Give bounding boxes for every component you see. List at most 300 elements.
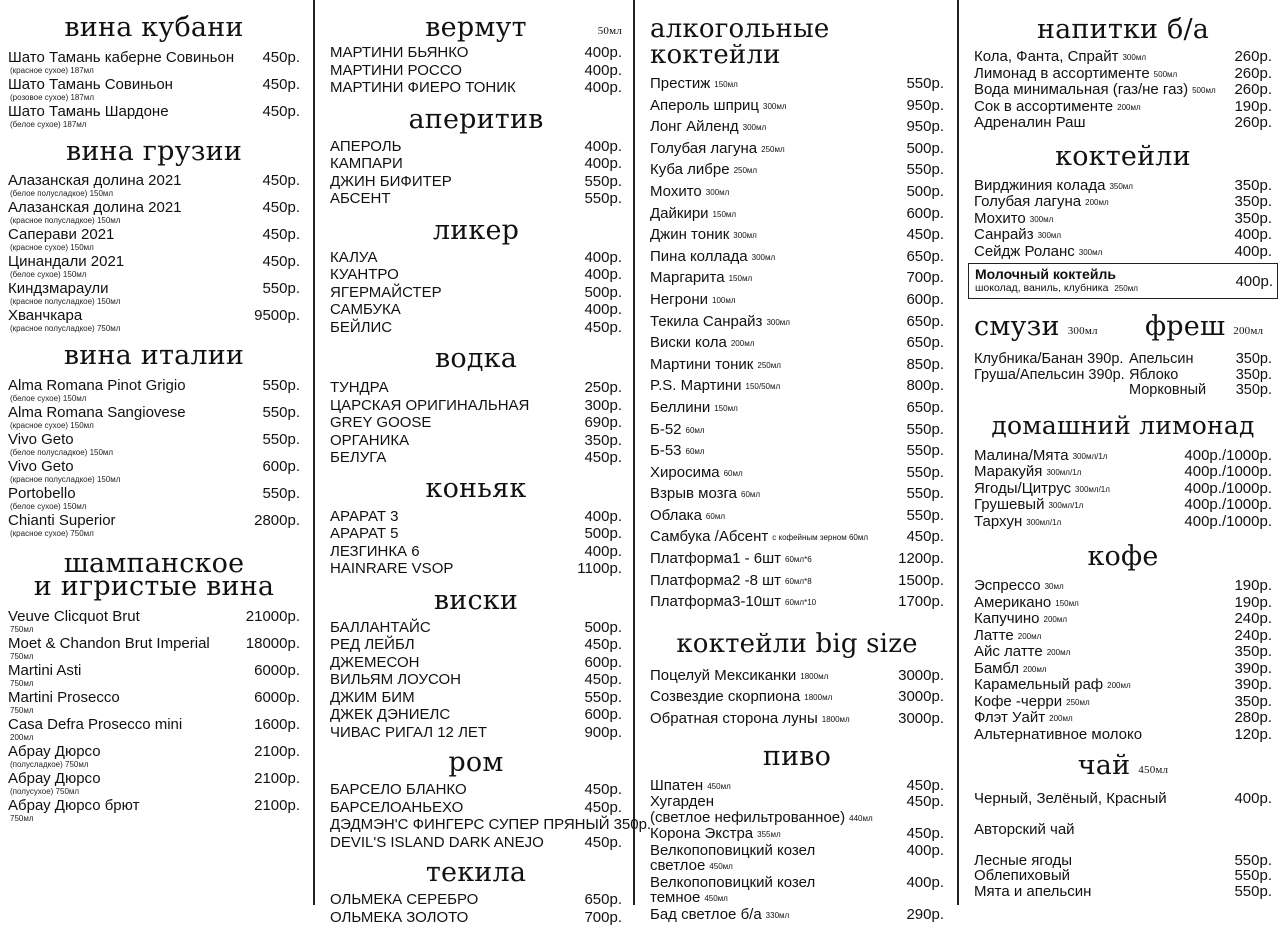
menu-item-name-text: ЛЕЗГИНКА 6	[330, 543, 420, 560]
menu-item-name-text: Vivo Geto	[8, 431, 74, 448]
menu-item	[650, 398, 944, 420]
menu-item	[330, 414, 622, 432]
menu-item	[974, 710, 1272, 727]
menu-item-volume: 100мл	[712, 296, 736, 305]
menu-item-name-text: Велкопоповицкий козел	[650, 874, 815, 891]
menu-item	[974, 244, 1272, 261]
menu-item-note: 750мл	[8, 706, 300, 715]
menu-item	[8, 199, 300, 216]
menu-item	[1129, 383, 1272, 399]
menu-item-name	[8, 512, 116, 529]
menu-item-price: 450р.	[262, 103, 300, 120]
menu-item	[650, 312, 944, 334]
menu-item-volume: 1800мл	[800, 672, 828, 681]
menu-item	[974, 178, 1272, 195]
author-tea-list	[974, 853, 1272, 900]
section-title-coffee: кофе	[974, 543, 1272, 570]
menu-item-name	[650, 592, 816, 614]
menu-item-price: 550р.	[262, 377, 300, 394]
menu-item-name-text: Грушевый	[974, 496, 1044, 513]
menu-item-name	[974, 595, 1079, 612]
menu-item-price: 650р.	[906, 398, 944, 419]
menu-item-volume: 150мл	[714, 80, 738, 89]
menu-item-price: 1100р.	[577, 560, 622, 578]
menu-item	[1129, 352, 1272, 368]
menu-item	[974, 66, 1272, 83]
menu-item-name	[974, 352, 1083, 368]
menu-item-name-text: ЯГЕРМАЙСТЕР	[330, 284, 442, 301]
menu-item-price: 550р.	[584, 190, 622, 208]
menu-item-name-text: Взрыв мозга	[650, 485, 737, 502]
menu-item-price: 450р.	[262, 199, 300, 216]
menu-item-name-text: АРАРАТ 3	[330, 508, 399, 525]
menu-item-name-text: Черный, Зелёный, Красный	[974, 790, 1167, 807]
menu-item	[8, 458, 300, 475]
menu-item-price: 600р.	[262, 458, 300, 475]
menu-item-name-text: Карамельный раф	[974, 676, 1103, 693]
menu-item-volume: 60мл	[686, 426, 705, 435]
menu-item-name	[650, 312, 790, 334]
menu-item-name	[330, 706, 450, 724]
menu-item	[330, 62, 622, 80]
section-title-lemonade: домашний лимонад	[974, 413, 1272, 438]
vermouth-list	[330, 44, 622, 97]
menu-item-volume: 450мл	[707, 782, 731, 791]
menu-item-name-text: Цинандали 2021	[8, 253, 124, 270]
menu-item	[8, 103, 300, 120]
menu-item-price: 550р.	[262, 280, 300, 297]
menu-item-volume: 300мл	[1030, 215, 1054, 224]
section-title-whisky: виски	[330, 587, 622, 614]
menu-item-name	[1129, 383, 1206, 399]
menu-item-price: 550р.	[906, 463, 944, 484]
menu-item	[8, 404, 300, 421]
menu-item	[330, 449, 622, 467]
menu-item-name-text: Айс латте	[974, 643, 1043, 660]
menu-item-price: 250р.	[584, 379, 622, 397]
menu-item-price: 1500р.	[898, 571, 944, 592]
section-title-vodka: водка	[330, 345, 622, 372]
menu-item	[8, 377, 300, 394]
kuban-wine-list	[8, 49, 300, 129]
menu-item-name	[974, 448, 1107, 465]
menu-item-price: 350р.	[1234, 178, 1272, 194]
menu-item-name	[330, 266, 399, 284]
menu-item-price: 450р.	[262, 226, 300, 243]
menu-item-name	[974, 66, 1177, 83]
menu-item-price: 350р.	[1234, 211, 1272, 227]
menu-item-name-text: Платформа1 - 6шт	[650, 550, 781, 567]
section-title-fresh	[1129, 313, 1272, 340]
menu-item	[8, 608, 300, 625]
menu-item-price: 600р.	[584, 654, 622, 672]
menu-item-name	[650, 506, 725, 528]
menu-item	[974, 448, 1272, 465]
menu-item-price: 390р.	[1234, 677, 1272, 693]
menu-item-name-text: Мята и апельсин	[974, 883, 1091, 900]
menu-item-price: 390р.	[1088, 368, 1124, 384]
menu-item-name	[8, 797, 139, 814]
menu-item	[650, 858, 944, 875]
menu-item-name	[974, 791, 1167, 807]
menu-item-price: 2100р.	[254, 797, 300, 814]
menu-item-name	[650, 875, 815, 891]
menu-item	[650, 709, 944, 731]
menu-item-price: 190р.	[1234, 578, 1272, 594]
menu-item-price: 9500р.	[254, 307, 300, 324]
menu-item-name-text: Бамбл	[974, 660, 1019, 677]
menu-item-name-text: Veuve Clicquot Brut	[8, 608, 140, 625]
menu-item-price: 400р.	[584, 44, 622, 62]
menu-item-name-text: МАРТИНИ ФИЕРО ТОНИК	[330, 79, 516, 96]
menu-item-note: (полусладкое) 750мл	[8, 760, 300, 769]
menu-item-name	[330, 44, 468, 62]
section-title-beer: пиво	[650, 743, 944, 770]
menu-item-name-text: Негрони	[650, 291, 708, 308]
menu-item-volume: 355мл	[757, 830, 781, 839]
menu-item-price: 450р.	[262, 49, 300, 66]
menu-item-name	[330, 379, 389, 397]
menu-column-2	[314, 0, 634, 905]
menu-item-price: 800р.	[906, 376, 944, 397]
menu-item-name-text: (светлое нефильтрованное)	[650, 809, 845, 826]
menu-item-name	[330, 508, 399, 526]
menu-item	[650, 376, 944, 398]
menu-item	[974, 497, 1272, 514]
menu-item	[650, 333, 944, 355]
menu-item-note: (полусухое) 750мл	[8, 787, 300, 796]
menu-item	[974, 464, 1272, 481]
menu-item-name	[330, 636, 415, 654]
menu-item	[650, 826, 944, 843]
menu-item-price: 450р.	[584, 781, 622, 799]
menu-item	[330, 190, 622, 208]
menu-item-volume: 300мл	[1122, 53, 1146, 62]
menu-item-name	[974, 710, 1073, 727]
menu-item-price: 650р.	[906, 247, 944, 268]
menu-item-volume: 300мл	[763, 102, 787, 111]
menu-item-price: 450р.	[906, 794, 944, 810]
menu-item-volume: 300мл	[1038, 231, 1062, 240]
menu-item-name-text: Апероль шприц	[650, 97, 759, 114]
menu-item-price: 450р.	[906, 778, 944, 794]
menu-item-note: (красное полусладкое) 150мл	[8, 216, 300, 225]
menu-item-name-text: Флэт Уайт	[974, 709, 1045, 726]
menu-item-price: 400р./1000р.	[1184, 464, 1272, 480]
menu-item-name-text: Мартини тоник	[650, 356, 753, 373]
menu-item-volume: 150мл	[729, 274, 753, 283]
menu-item-price: 1600р.	[254, 716, 300, 733]
menu-item-name-text: Alma Romana Pinot Grigio	[8, 377, 186, 394]
menu-item-volume: 440мл	[849, 814, 873, 823]
menu-item-price: 400р.	[906, 843, 944, 859]
menu-item-price: 260р.	[1234, 49, 1272, 65]
aperitif-list	[330, 138, 622, 208]
menu-item-name-text: Кофе -черри	[974, 693, 1062, 710]
fresh-title: фреш	[1145, 313, 1225, 340]
menu-item-price: 260р.	[1234, 66, 1272, 82]
menu-item-price: 400р.	[584, 79, 622, 97]
menu-item-name	[974, 884, 1091, 900]
menu-item-name	[330, 816, 610, 834]
menu-item-name-text: Хиросима	[650, 464, 720, 481]
menu-item-name	[330, 319, 392, 337]
menu-item	[974, 595, 1272, 612]
menu-item-price: 350р.	[1234, 644, 1272, 660]
milkshake-volume: 250мл	[1114, 284, 1138, 293]
menu-item-name	[650, 333, 754, 355]
menu-item	[974, 82, 1272, 99]
menu-item	[330, 636, 622, 654]
menu-item	[330, 173, 622, 191]
menu-item-price: 950р.	[906, 117, 944, 138]
menu-item-volume: 200мл	[1107, 681, 1131, 690]
menu-item	[8, 797, 300, 814]
menu-item-price: 400р./1000р.	[1184, 497, 1272, 513]
menu-item	[974, 514, 1272, 531]
menu-item-volume: 500мл	[1192, 86, 1216, 95]
menu-item	[974, 884, 1272, 900]
menu-item-name	[974, 244, 1102, 261]
menu-column-1	[0, 0, 314, 905]
menu-item	[650, 463, 944, 485]
menu-item-price: 6000р.	[254, 662, 300, 679]
menu-item	[330, 301, 622, 319]
menu-item-name	[974, 727, 1142, 743]
fresh-list	[1129, 352, 1272, 399]
menu-item-name-text: Беллини	[650, 399, 710, 416]
menu-item-name	[650, 182, 729, 204]
menu-item-name-text: Абрау Дюрсо брют	[8, 797, 139, 814]
menu-item-name-text: Американо	[974, 594, 1051, 611]
menu-item-price: 450р.	[584, 636, 622, 654]
menu-item	[974, 227, 1272, 244]
milkshake-item	[975, 266, 1273, 295]
menu-item-name	[650, 794, 714, 810]
menu-item	[650, 290, 944, 312]
menu-item-name	[974, 661, 1047, 678]
menu-item	[330, 138, 622, 156]
milkshake-flavors: шоколад, ваниль, клубника	[975, 282, 1108, 294]
menu-item-volume: 350мл	[1109, 182, 1133, 191]
menu-item-name	[974, 464, 1081, 481]
menu-item-name-text: Альтернативное молоко	[974, 726, 1142, 743]
menu-item-name	[1129, 352, 1193, 368]
menu-item	[650, 225, 944, 247]
menu-item	[330, 560, 622, 578]
menu-item-name	[974, 194, 1109, 211]
menu-item	[330, 543, 622, 561]
bigsize-list	[650, 666, 944, 731]
menu-item-name	[330, 799, 463, 817]
menu-item-name	[8, 404, 186, 421]
menu-item	[650, 441, 944, 463]
italy-wine-list	[8, 377, 300, 538]
menu-item-price: 450р.	[584, 449, 622, 467]
menu-item-volume: 1800мл	[822, 715, 850, 724]
menu-item-note: (красное сухое) 187мл	[8, 66, 300, 75]
menu-item-name	[8, 226, 114, 243]
menu-item	[650, 160, 944, 182]
menu-item-note: 750мл	[8, 814, 300, 823]
menu-item-name-text: Мохито	[650, 183, 702, 200]
menu-item-name	[8, 485, 76, 502]
menu-item-price: 400р.	[584, 543, 622, 561]
menu-item-name	[330, 155, 403, 173]
menu-item-name	[8, 635, 210, 652]
menu-item	[8, 512, 300, 529]
menu-item-price: 550р.	[262, 431, 300, 448]
menu-item-price: 350р.	[1236, 368, 1272, 384]
menu-item	[974, 211, 1272, 228]
menu-item-price: 600р.	[906, 290, 944, 311]
menu-item-name-text: АБСЕНТ	[330, 190, 391, 207]
menu-item-volume: 450мл	[704, 894, 728, 903]
menu-item	[650, 355, 944, 377]
menu-item-name	[650, 549, 812, 571]
menu-item-price: 18000р.	[246, 635, 300, 652]
menu-item-name-text: Casa Defra Prosecco mini	[8, 716, 182, 733]
menu-item-name	[974, 178, 1133, 195]
menu-item-name-text: Латте	[974, 627, 1014, 644]
menu-item-name	[974, 115, 1086, 131]
menu-item-name-text: ДЖИН БИФИТЕР	[330, 173, 452, 190]
menu-item-price: 3000р.	[898, 709, 944, 730]
menu-item-volume: 200мл	[1023, 665, 1047, 674]
menu-item-volume: 150мл	[713, 210, 737, 219]
menu-item-price: 450р.	[584, 671, 622, 689]
menu-item	[974, 727, 1272, 743]
menu-item-name-text: Алазанская долина 2021	[8, 172, 182, 189]
sparkling-title-line1: шампанское	[64, 552, 245, 575]
menu-item-name-text: САМБУКА	[330, 301, 401, 318]
menu-item	[974, 694, 1272, 711]
menu-item-name-text: Велкопоповицкий козел	[650, 842, 815, 859]
menu-item-name-text: Martini Prosecco	[8, 689, 120, 706]
menu-item	[8, 635, 300, 652]
menu-item-name	[330, 724, 487, 742]
menu-item-volume: 300мл	[752, 253, 776, 262]
menu-item-price: 450р.	[262, 253, 300, 270]
section-title-cocktails: алкогольные коктейли	[650, 16, 944, 68]
menu-item-name-text: Груша/Апельсин	[974, 367, 1084, 383]
menu-item-name-text: Капучино	[974, 610, 1040, 627]
menu-item-volume: 60мл	[706, 512, 725, 521]
menu-item-price: 550р.	[1234, 868, 1272, 884]
whisky-list	[330, 619, 622, 742]
menu-item-name-text: Облепиховый	[974, 867, 1070, 884]
menu-item-name-text: Абрау Дюрсо	[8, 770, 101, 787]
menu-item-volume: 250мл	[761, 145, 785, 154]
menu-item-price: 650р.	[906, 312, 944, 333]
menu-item-name	[8, 716, 182, 733]
menu-item-name	[974, 853, 1072, 869]
menu-item-name-text: Лимонад в ассортименте	[974, 65, 1150, 82]
menu-item-name-text: Маргарита	[650, 269, 725, 286]
menu-item-price: 120р.	[1234, 727, 1272, 743]
lemonade-list	[974, 448, 1272, 531]
menu-item-name-text: Санрайз	[974, 226, 1034, 243]
menu-item-name	[650, 74, 738, 96]
menu-item	[974, 481, 1272, 498]
menu-item	[8, 226, 300, 243]
menu-item	[8, 49, 300, 66]
menu-item-volume: 60мл*8	[785, 577, 812, 586]
menu-item-name	[650, 858, 733, 875]
menu-item-name	[8, 662, 81, 679]
menu-item-name-text: Малина/Мята	[974, 447, 1069, 464]
menu-item-name-text: темное	[650, 889, 700, 906]
menu-item-volume: 300мл	[733, 231, 757, 240]
menu-item-name	[974, 497, 1083, 514]
menu-item	[8, 716, 300, 733]
menu-item-price: 450р.	[584, 319, 622, 337]
smoothie-title: смузи	[974, 313, 1060, 340]
menu-item	[330, 909, 622, 926]
menu-item-name-text: Престиж	[650, 75, 710, 92]
menu-item	[974, 611, 1272, 628]
menu-item-price: 550р.	[906, 506, 944, 527]
menu-item-price: 550р.	[906, 160, 944, 181]
menu-item	[974, 628, 1272, 645]
menu-item-note: 200мл	[8, 733, 300, 742]
menu-item-name	[330, 619, 431, 637]
menu-item-name-text: Alma Romana Sangiovese	[8, 404, 186, 421]
menu-item-volume: 200мл	[1085, 198, 1109, 207]
menu-item-note: (белое сухое) 150мл	[8, 394, 300, 403]
menu-item	[650, 794, 944, 810]
menu-item	[650, 571, 944, 593]
menu-item-name-text: Текила Санрайз	[650, 313, 762, 330]
menu-item-name	[330, 62, 462, 80]
menu-item	[8, 280, 300, 297]
menu-item-name-text: АРАРАТ 5	[330, 525, 399, 542]
menu-item-name	[974, 578, 1064, 595]
menu-item-price: 400р.	[906, 875, 944, 891]
menu-item-name	[330, 781, 467, 799]
menu-item	[650, 139, 944, 161]
menu-item-price: 550р.	[1234, 884, 1272, 900]
menu-item-price: 950р.	[906, 96, 944, 117]
menu-item-name-text: БЕЛУГА	[330, 449, 386, 466]
menu-item	[974, 578, 1272, 595]
menu-item-price: 550р.	[262, 485, 300, 502]
menu-item-volume: 200мл	[1047, 648, 1071, 657]
menu-item-name	[650, 117, 766, 139]
menu-item-price: 500р.	[906, 182, 944, 203]
menu-item-note: (белое полусладкое) 150мл	[8, 189, 300, 198]
menu-item-name-text: ДЭДМЭН'С ФИНГЕРС СУПЕР ПРЯНЫЙ	[330, 816, 610, 833]
menu-item-price: 390р.	[1087, 352, 1123, 368]
menu-item-price: 500р.	[584, 525, 622, 543]
cocktail-list	[650, 74, 944, 614]
menu-item	[330, 249, 622, 267]
menu-item-name-text: Б-53	[650, 442, 682, 459]
menu-item-name	[330, 79, 516, 97]
tea-volume: 450мл	[1138, 765, 1168, 776]
menu-item-note: (красное полусладкое) 150мл	[8, 297, 300, 306]
menu-item	[650, 268, 944, 290]
menu-item-name	[650, 420, 705, 442]
menu-item	[974, 661, 1272, 678]
menu-item-volume: 150/50мл	[746, 382, 781, 391]
menu-item-price: 350р.	[1236, 383, 1272, 399]
menu-item-price: 400р./1000р.	[1184, 481, 1272, 497]
menu-item-name	[8, 280, 109, 297]
menu-item-name-text: ОРГАНИКА	[330, 432, 409, 449]
menu-item-name-text: КАЛУА	[330, 249, 377, 266]
menu-item-price: 290р.	[906, 907, 944, 923]
